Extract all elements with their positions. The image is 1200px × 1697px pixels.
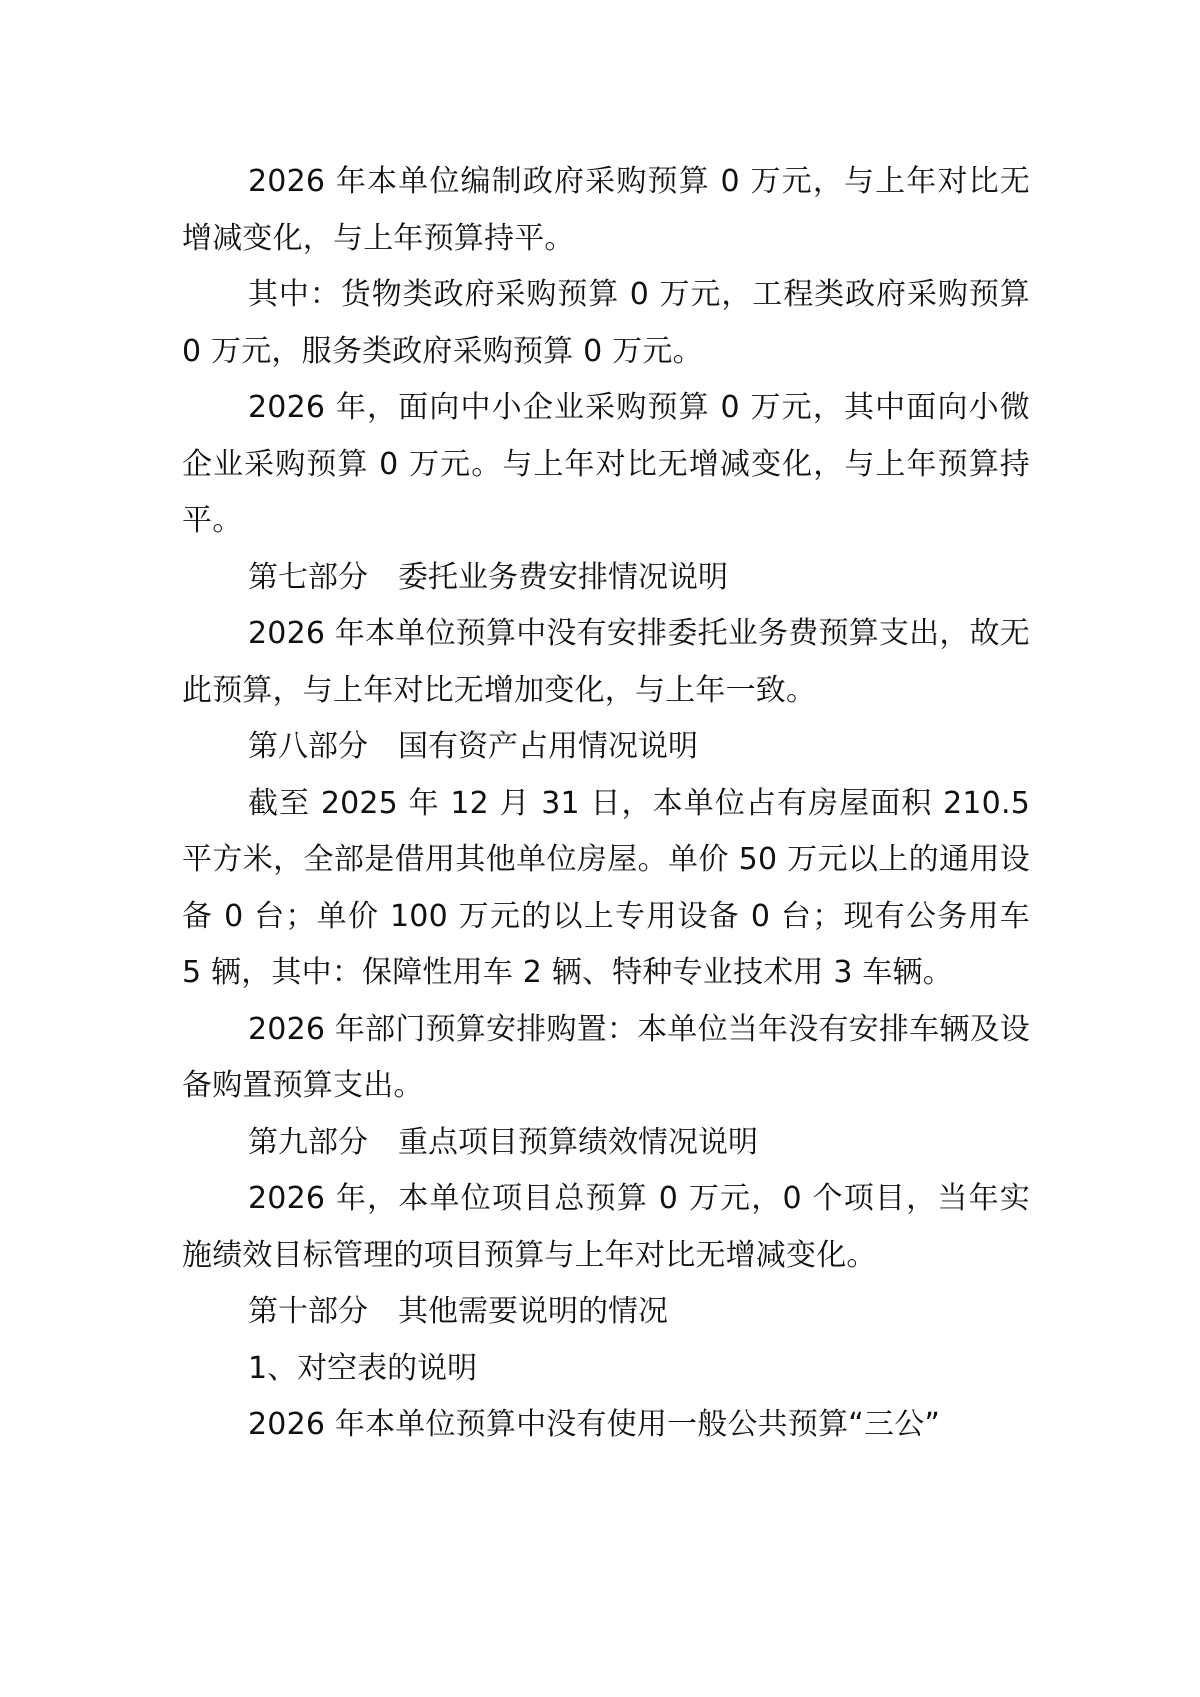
section-heading-part-9: 第九部分 重点项目预算绩效情况说明 — [248, 1124, 758, 1160]
paragraph-procurement-breakdown: 其中：货物类政府采购预算 0 万元，工程类政府采购预算 0 万元，服务类政府采购预算 0 万元。 — [182, 277, 1030, 369]
subheading-empty-table-note: 1、对空表的说明 — [248, 1350, 478, 1386]
paragraph-procurement-budget: 2026 年本单位编制政府采购预算 0 万元，与上年对比无增减变化，与上年预算持平。 — [182, 164, 1030, 256]
document-body — [182, 154, 1030, 1454]
paragraph-three-public-expenses: 2026 年本单位预算中没有使用一般公共预算“三公” — [248, 1407, 941, 1442]
paragraph-state-assets: 截至 2025 年 12 月 31 日，本单位占有房屋面积 210.5 平方米，全部是借用其他单位房屋。单价 50 万元以上的通用设备 0 台；单价 100 万元的以上专用设备 0 台；现有公务用车 5 辆，其中：保障性用车 2 辆、特种专业技术用 3 车辆。 — [182, 785, 1030, 990]
paragraph-performance-budget: 2026 年，本单位项目总预算 0 万元，0 个项目，当年实施绩效目标管理的项目预算与上年对比无增减变化。 — [182, 1181, 1030, 1273]
paragraph-sme-procurement: 2026 年，面向中小企业采购预算 0 万元，其中面向小微企业采购预算 0 万元。与上年对比无增减变化，与上年预算持平。 — [182, 390, 1030, 538]
paragraph-purchase-arrangement: 2026 年部门预算安排购置：本单位当年没有安排车辆及设备购置预算支出。 — [182, 1011, 1030, 1103]
section-heading-part-10: 第十部分 其他需要说明的情况 — [248, 1294, 668, 1329]
paragraph-entrusted-business-fee: 2026 年本单位预算中没有安排委托业务费预算支出，故无此预算，与上年对比无增加变化，与上年一致。 — [182, 616, 1030, 708]
section-heading-part-7: 第七部分 委托业务费安排情况说明 — [248, 559, 728, 595]
section-heading-part-8: 第八部分 国有资产占用情况说明 — [248, 729, 698, 764]
